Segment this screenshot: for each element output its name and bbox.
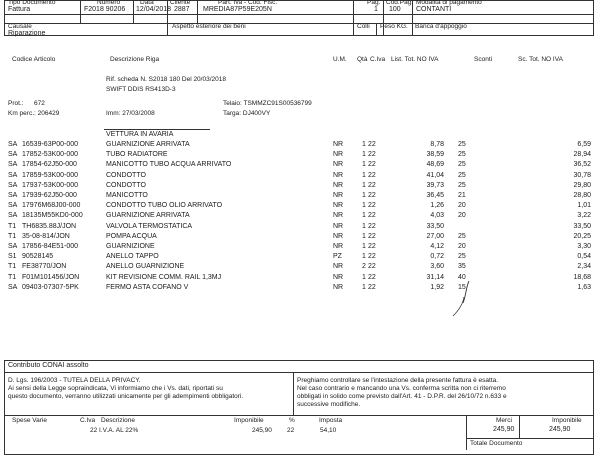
- cell-tot: 1,01: [577, 202, 591, 210]
- privacy-line: D. Lgs. 196/2003 - TUTELA DELLA PRIVACY.: [8, 377, 141, 384]
- cell-s: 25: [458, 253, 466, 261]
- pay-code-value: 100: [389, 6, 401, 13]
- cell-p: 0,72: [430, 253, 444, 261]
- cell-q: 1: [362, 273, 366, 281]
- cell-q: 1: [362, 253, 366, 261]
- cell-q: 2: [362, 263, 366, 271]
- cell-p: 27,00: [426, 232, 444, 240]
- table-row: [0, 182, 600, 192]
- merci-value: 245,90: [493, 426, 515, 433]
- cell-code: 17939-62J50-000: [22, 192, 77, 199]
- cell-desc: CONDOTTO: [106, 171, 146, 179]
- weight-label: Peso KG.: [380, 23, 408, 30]
- col-vat: C.Iva: [370, 56, 386, 63]
- prot-value: 672: [34, 100, 45, 107]
- cell-s: 15: [458, 283, 466, 291]
- cell-t: T1: [8, 273, 17, 281]
- table-row: [0, 274, 600, 284]
- cell-s: 25: [458, 181, 466, 189]
- cell-code: 16539-63P00-000: [22, 141, 79, 148]
- cell-um: NR: [333, 192, 344, 199]
- cell-um: NR: [333, 273, 344, 281]
- pay-code-label: Cod.Pag.: [386, 0, 414, 6]
- packages-label: Colli: [357, 23, 370, 30]
- table-row: [0, 202, 600, 212]
- cell-q: 1: [362, 202, 366, 210]
- pay-method-label: Modalità di pagamento: [416, 0, 482, 6]
- cell-tot: 6,59: [577, 141, 591, 148]
- conai-note: Contributo CONAI assolto: [8, 362, 89, 369]
- table-row: [0, 151, 600, 161]
- cell-s: 25: [458, 141, 466, 148]
- cell-q: 1: [362, 212, 366, 220]
- km-line: Km perc.: 206429: [8, 110, 60, 117]
- notice-line: obbligati in solido come previsto dall'Art. 41 - D.P.R. del 26/10/72 n.633 e: [297, 393, 507, 400]
- cell-v: 22: [368, 161, 376, 169]
- cell-q: 1: [362, 283, 366, 291]
- cell-t: SA: [8, 283, 18, 291]
- cell-t: T1: [8, 263, 17, 271]
- cell-q: 1: [362, 192, 366, 199]
- cell-um: PZ: [333, 253, 342, 261]
- desc-label: Descrizione: [101, 417, 135, 424]
- cell-t: S1: [8, 253, 17, 261]
- col-total: Sc. Tot. NO IVA: [518, 56, 563, 63]
- cell-um: NR: [333, 202, 344, 210]
- imponibile2-value: 245,90: [549, 426, 571, 433]
- cell-tot: 18,68: [573, 273, 591, 281]
- cell-desc: CONDOTTO: [106, 181, 146, 189]
- cell-tot: 3,22: [577, 212, 591, 220]
- cell-t: T1: [8, 232, 17, 240]
- col-code: Codice Articolo: [12, 56, 56, 63]
- cell-desc: GUARNIZIONE ARRIVATA: [106, 212, 190, 220]
- cell-um: NR: [333, 263, 344, 271]
- client-value: 2887: [174, 6, 190, 13]
- table-row: [0, 253, 600, 263]
- cell-um: NR: [333, 181, 344, 189]
- privacy-line: questo documento, verranno utilizzati unicamente per gli adempimenti obbligatori.: [8, 393, 244, 400]
- cell-desc: ANELLO GUARNIZIONE: [106, 263, 185, 271]
- cell-p: 38,59: [426, 151, 444, 159]
- cell-s: 25: [458, 171, 466, 179]
- col-qty: Qtà: [357, 56, 368, 63]
- table-row: [0, 223, 600, 233]
- cell-code: 18135M55KD0-000: [22, 212, 83, 220]
- cell-t: SA: [8, 243, 18, 250]
- cell-um: NR: [333, 171, 344, 179]
- cell-desc: CONDOTTO TUBO OLIO ARRIVATO: [106, 202, 223, 210]
- imposta-value: 54,10: [320, 427, 337, 434]
- cell-q: 1: [362, 161, 366, 169]
- cell-t: SA: [8, 141, 18, 148]
- cell-desc: GUARNIZIONE ARRIVATA: [106, 141, 190, 148]
- prot-label: Prot.:: [8, 100, 24, 107]
- cell-p: 33,50: [426, 222, 444, 230]
- cell-s: 25: [458, 232, 466, 240]
- vat-value: MREDIA87P59E205N: [203, 6, 272, 13]
- table-row: [0, 233, 600, 243]
- cell-p: 4,03: [430, 212, 444, 220]
- cell-um: NR: [333, 161, 344, 169]
- reason-label: Causale: [8, 23, 32, 30]
- col-um: U.M.: [333, 56, 347, 63]
- cell-tot: 28,94: [573, 151, 591, 159]
- pen-stroke: [453, 297, 464, 316]
- cell-v: 22: [368, 222, 376, 230]
- table-row: [0, 212, 600, 222]
- cell-desc: POMPA ACQUA: [106, 232, 157, 240]
- spese-label: Spese Varie: [12, 417, 47, 424]
- civa-label: C.Iva: [80, 417, 96, 424]
- cell-um: NR: [333, 283, 344, 291]
- cell-v: 22: [368, 253, 376, 261]
- cell-p: 48,69: [426, 161, 444, 169]
- total-doc-label: Totale Documento: [470, 440, 523, 447]
- cell-tot: 3,30: [577, 243, 591, 250]
- cell-q: 1: [362, 222, 366, 230]
- table-row: [0, 284, 600, 294]
- cell-s: 20: [458, 212, 466, 220]
- cell-v: 22: [368, 243, 376, 250]
- cell-v: 22: [368, 232, 376, 240]
- imponibile-value: 245,90: [252, 427, 272, 434]
- page-label: Pag.: [367, 0, 381, 6]
- cell-q: 1: [362, 151, 366, 159]
- cell-t: SA: [8, 192, 18, 199]
- number-value: F2018 90206: [84, 6, 126, 13]
- cell-t: SA: [8, 202, 18, 210]
- cell-tot: 33,50: [573, 222, 591, 230]
- bank-label: Banca d'appoggio: [415, 23, 467, 30]
- cell-v: 22: [368, 283, 376, 291]
- cell-s: 25: [458, 161, 466, 169]
- page-value: 1: [374, 6, 378, 13]
- cell-v: 22: [368, 273, 376, 281]
- imposta-label: Imposta: [319, 417, 343, 424]
- vehicle-line: SWIFT DDIS RS413D-3: [106, 86, 176, 93]
- cell-p: 36,45: [426, 192, 444, 199]
- cell-desc: ANELLO TAPPO: [106, 253, 159, 261]
- cell-code: F01M101456/JON: [22, 273, 80, 281]
- col-price: List. Tot. NO IVA: [391, 56, 439, 63]
- table-row: [0, 161, 600, 171]
- cell-v: 22: [368, 171, 376, 179]
- cell-code: 90528145: [22, 253, 54, 261]
- cell-tot: 0,54: [577, 253, 591, 261]
- table-row: [0, 141, 600, 151]
- cell-p: 8,78: [430, 141, 444, 148]
- cell-code: 17937-53K00-000: [22, 181, 79, 189]
- cell-code: FE38770/JON: [22, 263, 67, 271]
- cell-t: SA: [8, 151, 18, 159]
- cell-desc: GUARNIZIONE: [106, 243, 155, 250]
- doc-type-value: Fattura: [8, 6, 31, 13]
- cell-code: 17852-53K00-000: [22, 151, 79, 159]
- cell-p: 3,60: [430, 263, 444, 271]
- cell-um: NR: [333, 232, 344, 240]
- cell-s: 25: [458, 151, 466, 159]
- cell-s: 35: [458, 263, 466, 271]
- date-value: 12/04/2018: [136, 6, 172, 13]
- cell-s: 40: [458, 273, 466, 281]
- cell-tot: 1,63: [577, 283, 591, 291]
- imponibile-label: Imponibile: [234, 417, 264, 424]
- number-label: Numero: [97, 0, 121, 6]
- vat-label: Part. Iva - Cod. Fisc.: [218, 0, 278, 6]
- cell-p: 1,26: [430, 202, 444, 210]
- notice-line: Preghiamo controllare se l'intestazione della presente fattura è esatta.: [297, 377, 499, 384]
- cell-tot: 20,25: [573, 232, 591, 240]
- cell-um: NR: [333, 151, 344, 159]
- reason-value: Riparazione: [8, 30, 46, 37]
- notice-line: Nel caso contrario e mancando una Vs. conferma scritta non ci riterremo: [297, 385, 506, 392]
- cell-p: 39,73: [426, 181, 444, 189]
- cell-v: 22: [368, 151, 376, 159]
- cell-q: 1: [362, 232, 366, 240]
- cell-p: 41,04: [426, 171, 444, 179]
- cell-code: TH6835.88J/JON: [22, 222, 77, 230]
- cell-s: 21: [458, 192, 466, 199]
- table-row: [0, 243, 600, 253]
- cell-desc: FERMO ASTA COFANO V: [106, 283, 189, 291]
- imm-line: Imm: 27/03/2008: [106, 110, 155, 117]
- cell-tot: 2,34: [577, 263, 591, 271]
- client-label: Cliente: [170, 0, 191, 6]
- cell-v: 22: [368, 181, 376, 189]
- cell-tot: 29,80: [573, 181, 591, 189]
- goods-label: Aspetto esteriore dei beni: [172, 23, 246, 30]
- cell-code: 35-08-814/JON: [22, 232, 70, 240]
- imponibile2-label: Imponibile: [552, 417, 582, 424]
- cell-q: 1: [362, 243, 366, 250]
- ref-line: Rif. scheda N. S2018 180 Del 20/03/2018: [106, 76, 226, 83]
- cell-code: 17856-84E51-000: [22, 243, 79, 250]
- cell-q: 1: [362, 171, 366, 179]
- chassis-line: Telaio: TSMMZC91S00536799: [223, 100, 312, 107]
- merci-label: Merci: [496, 417, 512, 424]
- cell-t: T1: [8, 222, 17, 230]
- cell-v: 22: [368, 263, 376, 271]
- pct-label: %: [289, 417, 295, 424]
- cell-v: 22: [368, 192, 376, 199]
- cell-v: 22: [368, 141, 376, 148]
- cell-um: NR: [333, 243, 344, 250]
- cell-desc: VALVOLA TERMOSTATICA: [106, 222, 193, 230]
- cell-s: 20: [458, 243, 466, 250]
- date-label: Data: [140, 0, 154, 6]
- cell-desc: KIT REVISIONE COMM. RAIL 1,3MJ: [106, 273, 222, 281]
- cell-desc: MANICOTTO TUBO ACQUA ARRIVATO: [106, 161, 232, 169]
- cell-t: SA: [8, 161, 18, 169]
- cell-code: 17976M68J00-000: [22, 202, 81, 210]
- cell-um: NR: [333, 212, 344, 220]
- cell-code: 17859-53K00-000: [22, 171, 79, 179]
- cell-um: NR: [333, 222, 344, 230]
- cell-desc: MANICOTTO: [106, 192, 148, 199]
- col-desc: Descrizione Riga: [110, 56, 160, 63]
- privacy-line: Ai sensi della Legge sopraindicata, Vi informiamo che i Vs. dati, riportati su: [8, 385, 223, 392]
- cell-p: 31,14: [426, 273, 444, 281]
- table-row: [0, 263, 600, 273]
- cell-v: 22: [368, 202, 376, 210]
- cell-tot: 28,80: [573, 192, 591, 199]
- cell-v: 22: [368, 212, 376, 220]
- doc-type-label: Tipo Documento: [8, 0, 56, 6]
- fault-line: VETTURA IN AVARIA: [106, 131, 174, 138]
- col-discount: Sconti: [474, 56, 493, 63]
- cell-s: 20: [458, 202, 466, 210]
- cell-p: 4,12: [430, 243, 444, 250]
- iva-row-desc: 22 I.V.A. AL 22%: [90, 427, 139, 434]
- cell-tot: 36,52: [573, 161, 591, 169]
- cell-code: 09403-07307-5PK: [22, 283, 79, 291]
- cell-t: SA: [8, 212, 18, 220]
- cell-q: 1: [362, 141, 366, 148]
- notice-line: successive modifiche.: [297, 401, 361, 408]
- pct-value: 22: [287, 427, 295, 434]
- table-row: [0, 192, 600, 202]
- cell-desc: TUBO RADIATORE: [106, 151, 168, 159]
- fault-separator: [104, 129, 210, 130]
- cell-t: SA: [8, 171, 18, 179]
- cell-code: 17854-62J50-000: [22, 161, 77, 169]
- cell-um: NR: [333, 141, 344, 148]
- cell-p: 1,92: [430, 283, 444, 291]
- pay-method-value: CONTANTI: [416, 6, 452, 13]
- plate-line: Targa: DJ400VY: [223, 110, 271, 117]
- cell-q: 1: [362, 181, 366, 189]
- cell-tot: 30,78: [573, 171, 591, 179]
- cell-t: SA: [8, 181, 18, 189]
- table-row: [0, 172, 600, 182]
